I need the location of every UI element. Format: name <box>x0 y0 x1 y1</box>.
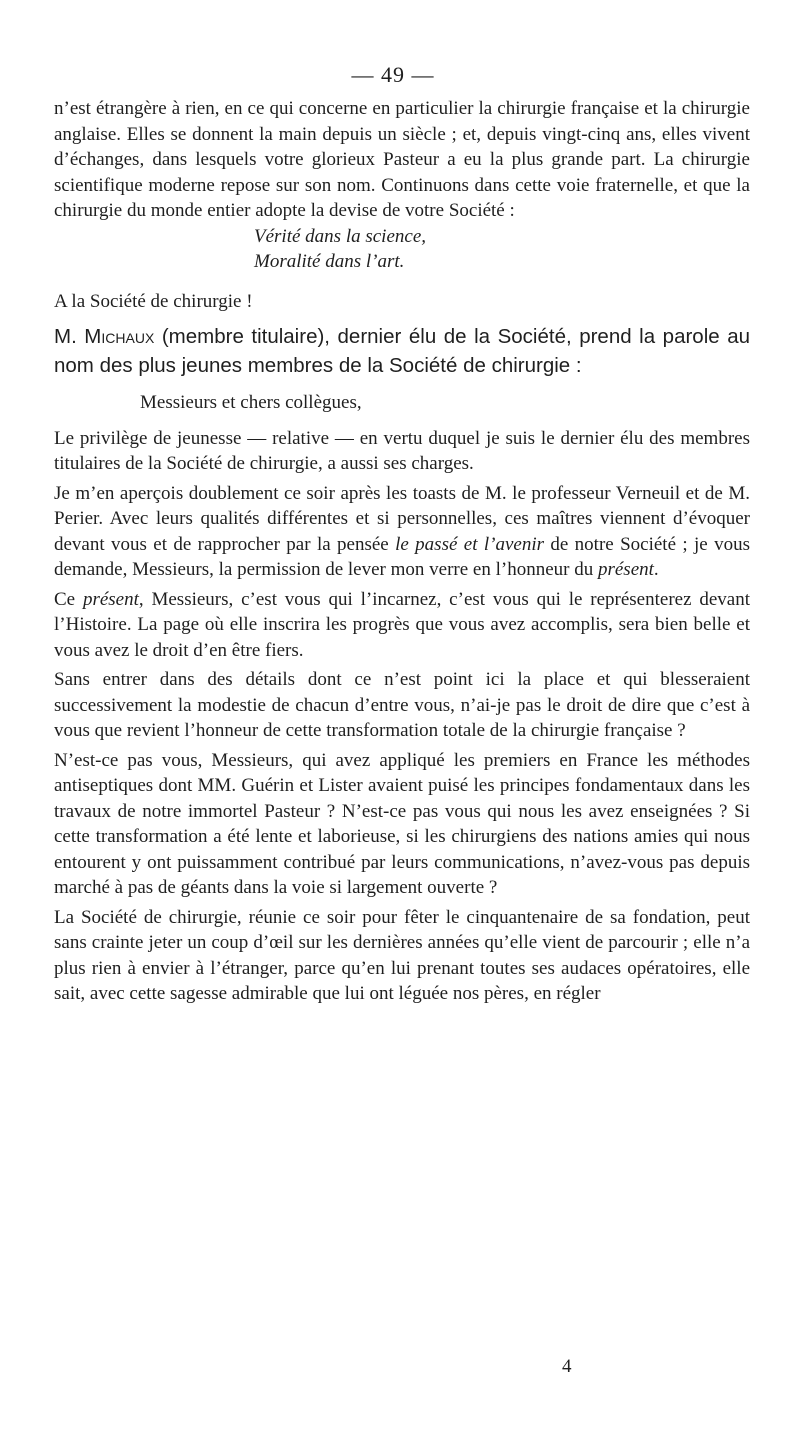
paragraph-toasts <box>54 481 750 583</box>
document-page <box>54 62 750 1007</box>
signature-mark: 4 <box>562 1356 572 1377</box>
paragraph-toasts-italic-1: le passé et l’avenir <box>395 533 544 555</box>
paragraph-antiseptic: N’est-ce pas vous, Messieurs, qui avez appliqué les premiers en France les méthodes antiseptiques dont MM. Guérin et Lister avaient puisé les principes fondamentaux dans les travaux de notre immortel Pasteur ? N’est-ce pas vous qui nous les avez enseignées ? Si cette transformation a été lente et laborieuse, si les chirurgiens des nations amies qui nous entourent y ont puissamment contribué par leurs communications, n’avez-vous pas depuis marché à pas de géants dans la voie si largement ouverte ? <box>54 749 750 898</box>
speaker-intro <box>54 322 750 380</box>
paragraph-toasts-text-2: de notre Société ; je vous demande, Messieurs, la permission de lever mon verre en l’honneur du <box>54 533 750 580</box>
motto-line-1: Vérité dans la science, <box>254 225 427 247</box>
motto-line-2: Moralité dans l’art. <box>254 251 405 272</box>
speaker-intro-text: (membre titulaire), dernier élu de la Société, prend la parole au nom des plus jeunes membres de la Société de chirurgie : <box>54 325 750 377</box>
paragraph-present <box>54 587 750 664</box>
page-number: — 49 — <box>351 62 435 87</box>
paragraph-toasts-text-3: . <box>653 559 659 580</box>
salutation: Messieurs et chers collègues, <box>140 392 362 413</box>
speaker-name: M. Michaux <box>54 325 155 348</box>
toast-line: A la Société de chirurgie ! <box>54 290 253 312</box>
paragraph-present-text-2: , Messieurs, c’est vous qui l’incarnez, c’est vous qui le représenterez devant l’Histoire. La page où elle inscrira les progrès que vous avez accomplis, sera bien belle et vous avez le droit d’en être fiers. <box>54 588 751 661</box>
paragraph-present-text-1: Ce <box>54 588 83 610</box>
paragraph-details: Sans entrer dans des détails dont ce n’est point ici la place et qui blesseraient successivement la modestie de chacun d’entre vous, n’ai-je pas le droit de dire que c’est à vous que revient l’honneur de cette transformation totale de la chirurgie française ? <box>54 669 750 741</box>
paragraph-toasts-italic-2: présent <box>597 559 654 580</box>
paragraph-privilege: Le privilège de jeunesse — relative — en vertu duquel je suis le dernier élu des membres titulaires de la Société de chirurgie, a aussi ses charges. <box>54 427 750 474</box>
paragraph-toasts-text-1: Je m’en aperçois doublement ce soir après les toasts de M. le professeur Verneuil et de M. Perier. Avec leurs qualités différentes et si personnelles, ces maîtres viennent d’évoquer devant vous et de rapprocher par la pensée <box>54 482 750 555</box>
paragraph-cinquantenaire: La Société de chirurgie, réunie ce soir pour fêter le cinquantenaire de sa fondation, peut sans crainte jeter un coup d’œil sur les dernières années qu’elle vient de parcourir ; elle n’a plus rien à envier à l’étranger, parce qu’en lui prenant toutes ses audaces opératoires, elle sait, avec cette sagesse admirable que lui ont léguée nos pères, en régler <box>54 906 750 1004</box>
paragraph-continued: n’est étrangère à rien, en ce qui concerne en particulier la chirurgie française et la chirurgie anglaise. Elles se donnent la main depuis un siècle ; et, depuis vingt-cinq ans, elles vivent d’échanges, dans lesquels votre glorieux Pasteur a eu la plus grande part. La chirurgie scientifique moderne repose sur son nom. Continuons dans cette voie fraternelle, et que la chirurgie du monde entier adopte la devise de votre Société : <box>54 98 750 221</box>
paragraph-present-italic: présent <box>82 588 139 610</box>
